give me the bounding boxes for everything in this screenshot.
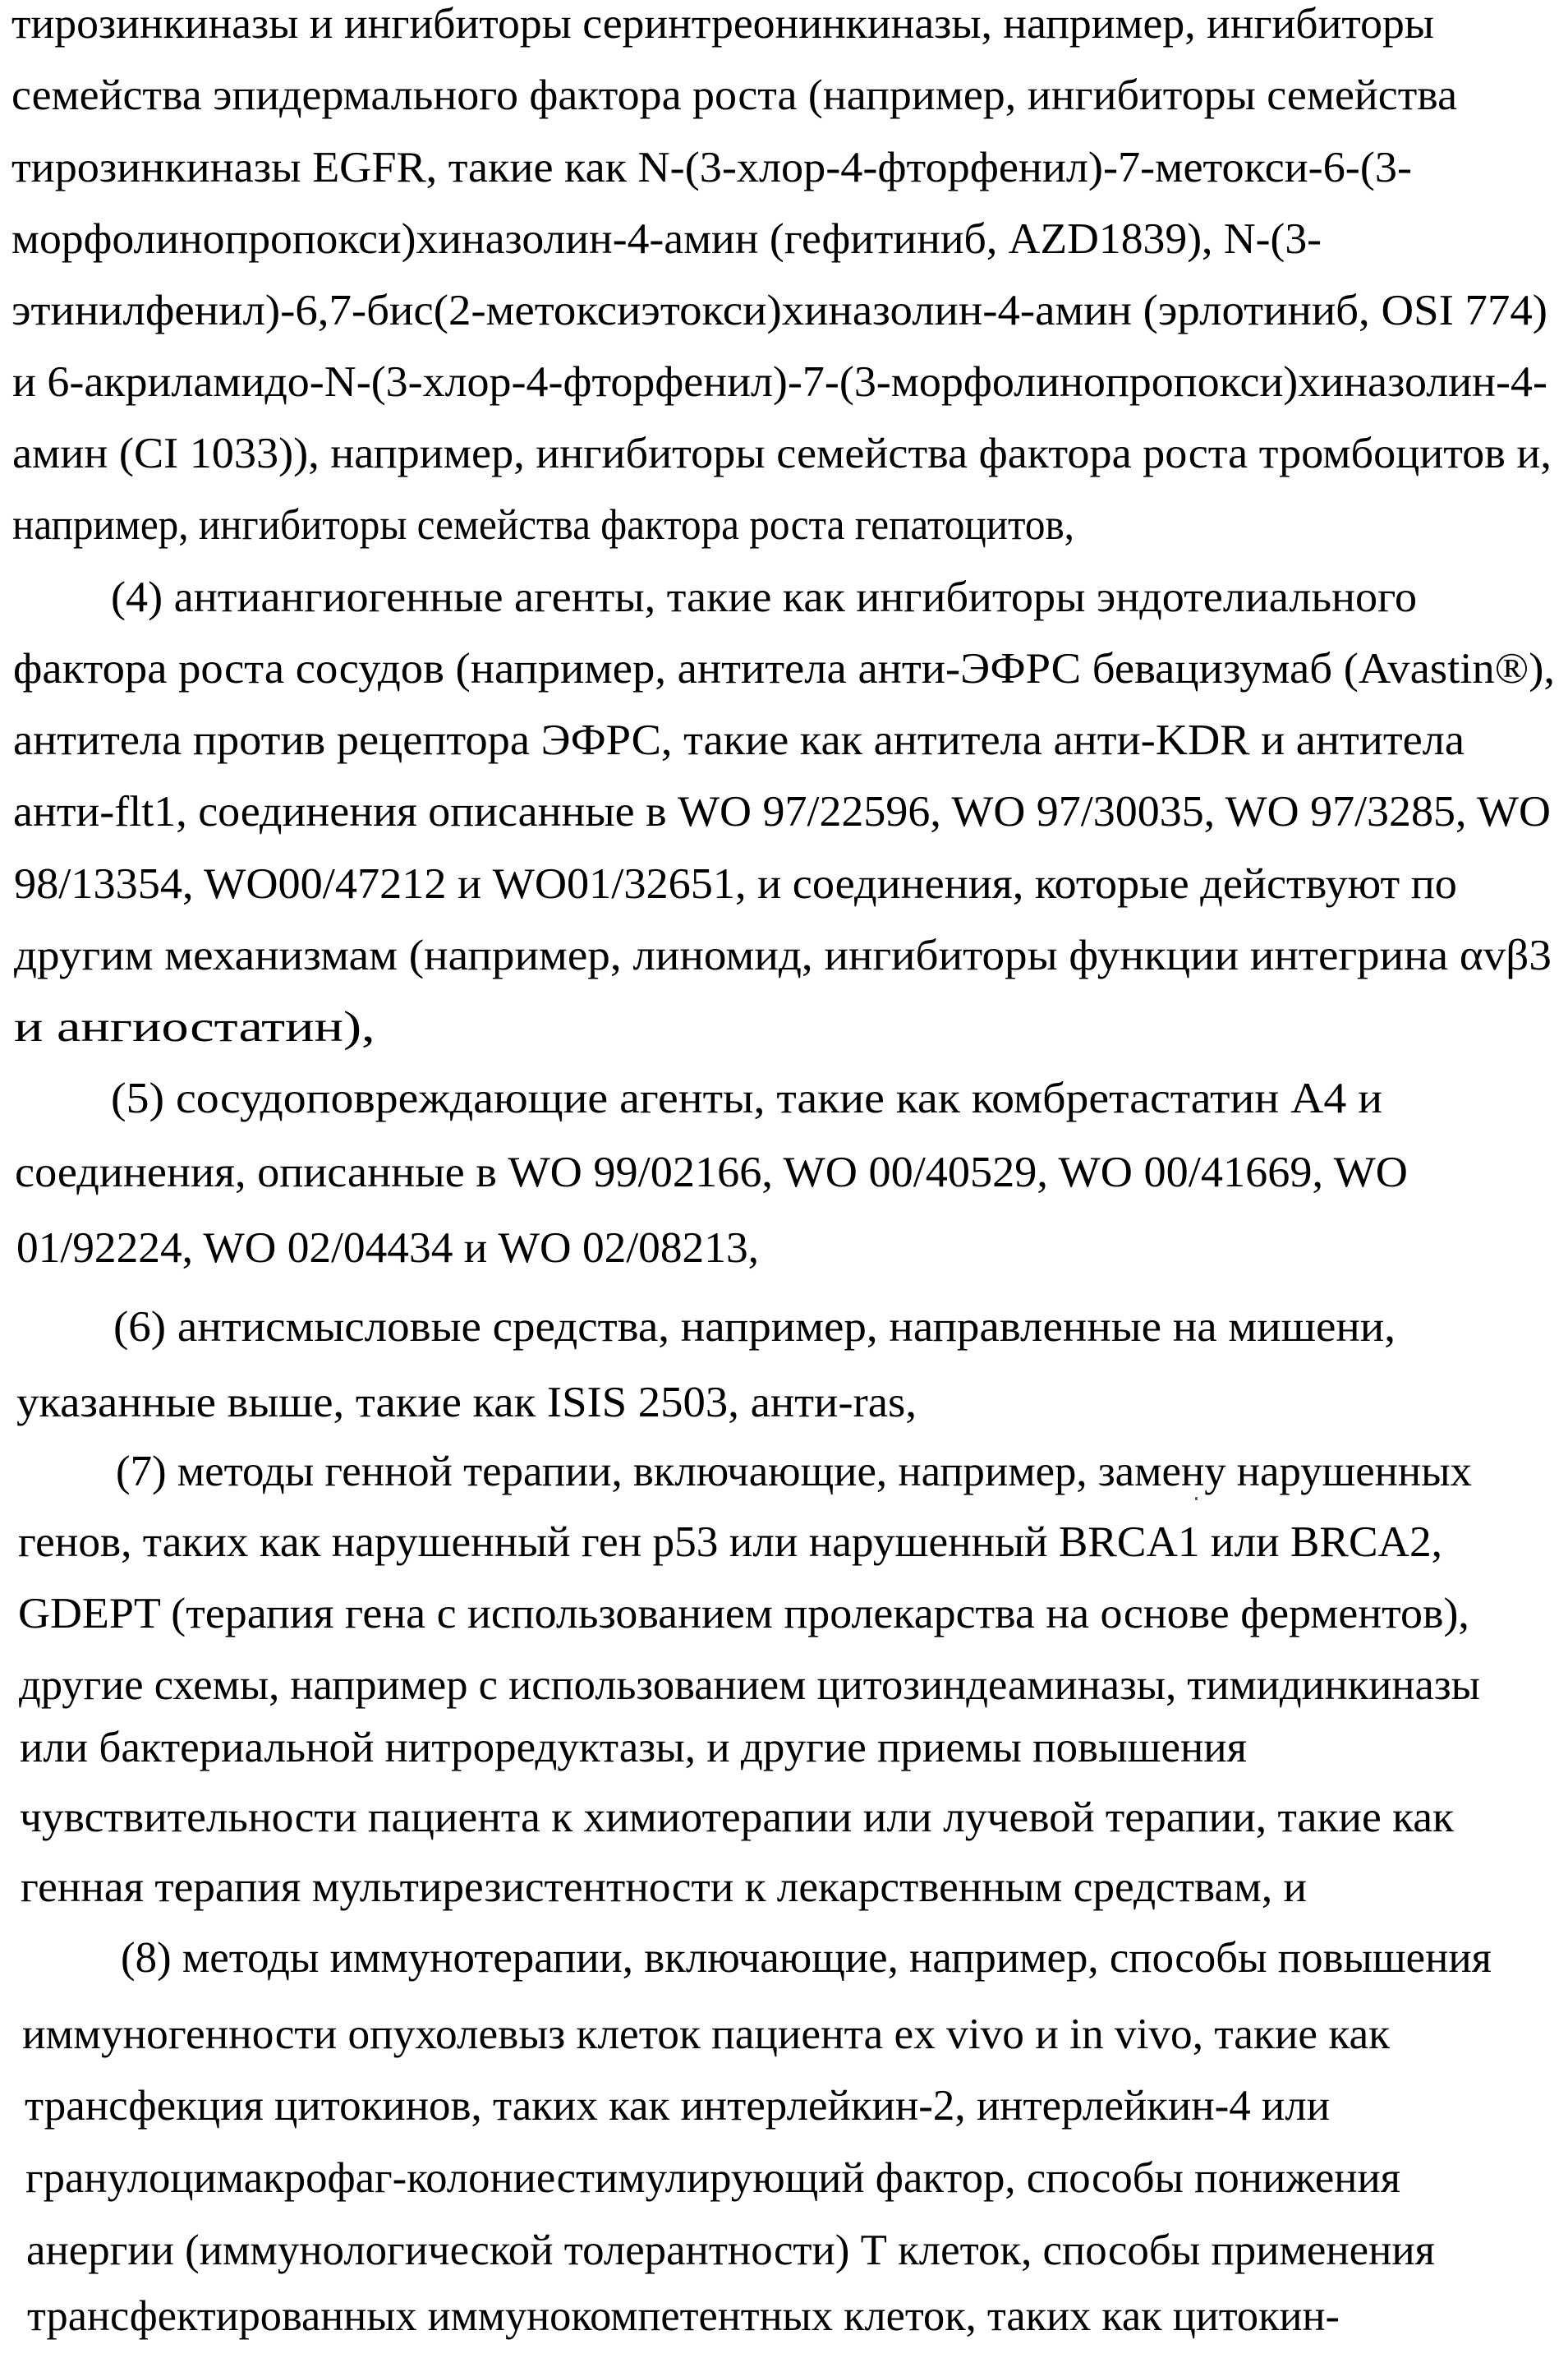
text-line-31: гранулоцимакрофаг-колониестимулирующий фактор, способы понижения (25, 2153, 1400, 2202)
text-line-4: морфолинопропокси)хиназолин-4-амин (гефитиниб, AZD1839), N-(3- (11, 214, 1322, 263)
text-line-7: амин (CI 1033)), например, ингибиторы семейства фактора роста тромбоцитов и, (12, 429, 1552, 477)
text-line-3: тирозинкиназы EGFR, такие как N-(3-хлор-4-фторфенил)-7-метокси-6-(3- (11, 143, 1413, 191)
text-line-8: например, ингибиторы семейства фактора роста гепатоцитов, (12, 500, 1074, 549)
paragraph-8-start: (8) методы иммунотерапии, включающие, например, способы повышения (121, 1933, 1492, 1982)
text-line-6: и 6-акриламидо-N-(3-хлор-4-фторфенил)-7-(3-морфолинопропокси)хиназолин-4- (12, 357, 1547, 406)
text-line-23: GDEPT (терапия гена с использованием пролекарства на основе ферментов), (18, 1589, 1469, 1637)
text-line-32: анергии (иммунологической толерантности) Т клеток, способы применения (26, 2226, 1435, 2274)
text-line-13: 98/13354, WO00/47212 и WO01/32651, и соединения, которые действуют по (14, 859, 1457, 908)
paragraph-4-start: (4) антиангиогенные агенты, такие как ингибиторы эндотелиального (111, 573, 1418, 621)
text-line-30: трансфекция цитокинов, таких как интерлейкин-2, интерлейкин-4 или (25, 2081, 1331, 2130)
text-line-14: другим механизмам (например, линомид, ингибиторы функции интегрина αvβ3 (14, 931, 1552, 979)
text-line-26: чувствительности пациента к химиотерапии или лучевой терапии, такие как (20, 1793, 1455, 1841)
text-line-33: трансфектированных иммунокомпетентных клеток, таких как цитокин- (27, 2291, 1340, 2340)
text-line-25: или бактериальной нитроредуктазы, и другие приемы повышения (20, 1723, 1248, 1771)
text-line-27: генная терапия мультирезистентности к лекарственным средствам, и (21, 1863, 1307, 1911)
text-line-24: другие схемы, например с использованием цитозиндеаминазы, тимидинкиназы (19, 1660, 1480, 1709)
paragraph-6-start: (6) антисмысловые средства, например, направленные на мишени, (113, 1302, 1396, 1351)
text-line-1: тирозинкиназы и ингибиторы серинтреонинкиназы, например, ингибиторы (11, 0, 1434, 48)
scan-speck (1195, 1497, 1198, 1500)
text-line-5: этинилфенил)-6,7-бис(2-метоксиэтокси)хиназолин-4-амин (эрлотиниб, OSI 774) (11, 286, 1548, 334)
paragraph-7-start: (7) методы генной терапии, включающие, например, замену нарушенных (116, 1447, 1472, 1495)
text-line-10: фактора роста сосудов (например, антитела анти-ЭФРС бевацизумаб (Avastin®), (13, 644, 1556, 693)
text-line-18: 01/92224, WO 02/04434 и WO 02/08213, (16, 1223, 759, 1272)
text-line-11: антитела против рецептора ЭФРС, такие как антитела анти-KDR и антитела (13, 716, 1465, 764)
text-line-29: иммуногенности опухолевыз клеток пациента ex vivo и in vivo, такие как (22, 2010, 1391, 2058)
text-line-20: указанные выше, такие как ISIS 2503, анти-ras, (16, 1378, 917, 1426)
text-line-12: анти-flt1, соединения описанные в WO 97/22596, WO 97/30035, WO 97/3285, WO (13, 787, 1551, 836)
paragraph-5-start: (5) сосудоповреждающие агенты, такие как комбретастатин А4 и (111, 1074, 1383, 1122)
text-line-15: и ангиостатин), (14, 1002, 375, 1051)
text-line-22: генов, таких как нарушенный ген p53 или нарушенный BRCA1 или BRCA2, (18, 1518, 1442, 1566)
text-line-17: соединения, описанные в WO 99/02166, WO 00/40529, WO 00/41669, WO (15, 1148, 1408, 1196)
text-line-2: семейства эпидермального фактора роста (например, ингибиторы семейства (11, 71, 1458, 119)
